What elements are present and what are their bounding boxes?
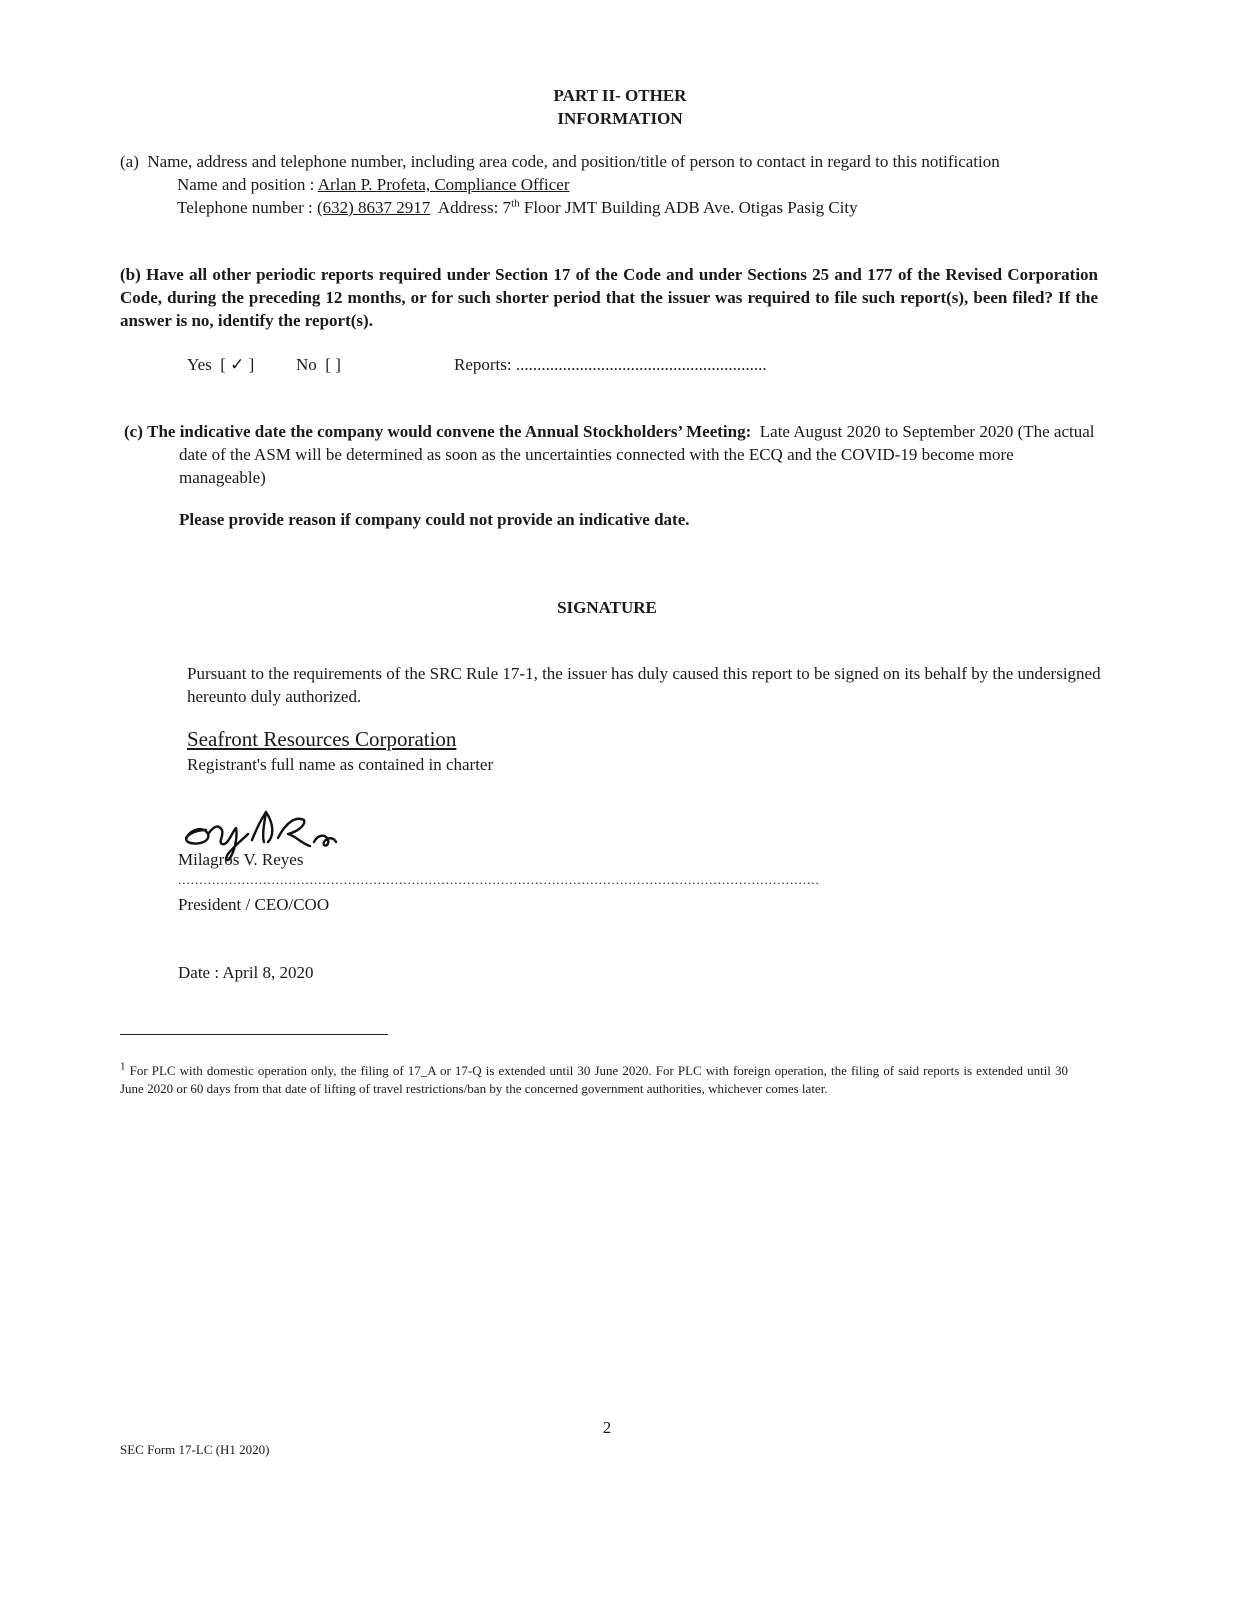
footnote-text: For PLC with domestic operation only, the filing of 17_A or 17-Q is extended until 30 June 2020. For PLC with foreign operation, the filing of said reports is extended until 30 June 2020 or 60 days from that date of lifting of travel restrictions/ban by the concerned government authorities, whichever comes later.	[120, 1063, 1069, 1096]
section-b-question: (b) Have all other periodic reports required under Section 17 of the Code and under Sections 25 and 177 of the Revised Corporation Code, during the preceding 12 months, or for such shorter period that the issuer was required to file such report(s), been filed? If the answer is no, identify the report(s).	[120, 265, 1098, 330]
contact-name-value: Arlan P. Profeta, Compliance Officer	[317, 175, 570, 194]
footnote-divider	[120, 1034, 388, 1035]
reports-field: Reports: ...........................................................	[454, 355, 767, 374]
address-superscript: th	[511, 197, 520, 210]
section-c-question: The indicative date the company would convene the Annual Stockholders’ Meeting:	[147, 422, 752, 441]
address-value: Floor JMT Building ADB Ave. Otigas Pasig City	[523, 198, 858, 217]
contact-phone-row	[120, 196, 1120, 219]
page-number: 2	[602, 1418, 612, 1437]
footnote	[120, 1062, 1068, 1098]
section-c	[124, 420, 1104, 489]
no-label: No	[296, 355, 317, 374]
telephone-value: (632) 8637 2917	[316, 198, 431, 217]
page-title	[0, 84, 1240, 130]
no-option	[296, 353, 341, 376]
contact-name-row	[120, 173, 1120, 196]
signature-line: .......................................................................................................................................................	[178, 872, 820, 887]
no-checkbox: [ ]	[325, 355, 341, 374]
registrant-caption: Registrant's full name as contained in charter	[187, 755, 494, 774]
title-line-2: INFORMATION	[557, 109, 683, 128]
yes-checkbox: [ ✓ ]	[220, 355, 255, 374]
section-a-question-line	[120, 150, 1120, 173]
signer-name: Milagros V. Reyes	[178, 850, 304, 869]
reason-prompt: Please provide reason if company could not provide an indicative date.	[179, 510, 690, 529]
pursuant-paragraph: Pursuant to the requirements of the SRC Rule 17-1, the issuer has duly caused this report to be signed on its behalf by the undersigned hereunto duly authorized.	[187, 664, 1101, 706]
section-a-label: (a)	[120, 152, 139, 171]
section-a-question: Name, address and telephone number, including area code, and position/title of person to contact in regard to this notification	[147, 152, 1000, 171]
signature-heading: SIGNATURE	[557, 598, 657, 617]
section-c-answer: Late August 2020 to September 2020 (The actual date of the ASM will be determined as soon as the uncertainties connected with the ECQ and the COVID-19 become more manageable)	[179, 422, 1095, 487]
signature-date: Date : April 8, 2020	[178, 963, 314, 982]
section-c-label: (c)	[124, 422, 143, 441]
section-a	[120, 150, 1120, 219]
telephone-label: Telephone number :	[177, 198, 313, 217]
address-prefix: Address: 7	[437, 198, 512, 217]
yes-option	[187, 353, 254, 376]
title-line-1: PART II- OTHER	[553, 86, 687, 105]
section-c-paragraph	[124, 420, 1104, 489]
name-position-label: Name and position :	[177, 175, 315, 194]
footnote-marker: 1	[120, 1060, 126, 1073]
yes-label: Yes	[187, 355, 212, 374]
registrant-name: Seafront Resources Corporation	[187, 727, 457, 751]
form-label: SEC Form 17-LC (H1 2020)	[120, 1442, 270, 1457]
signer-title: President / CEO/COO	[178, 895, 330, 914]
